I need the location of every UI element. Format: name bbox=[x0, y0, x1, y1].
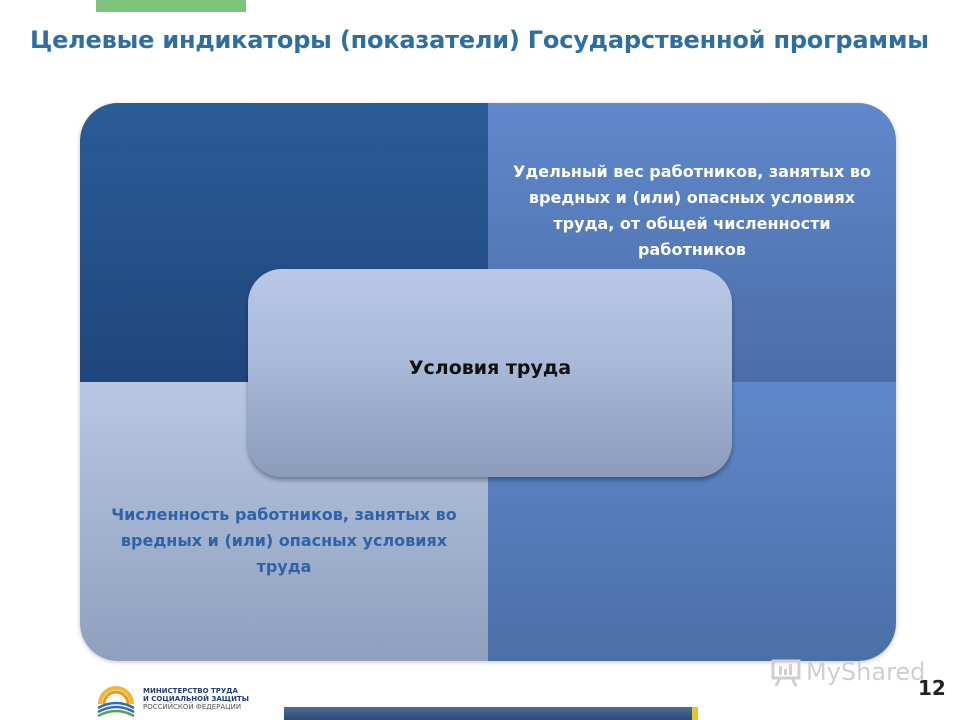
center-box bbox=[248, 269, 732, 477]
footer-bar-accent bbox=[692, 707, 698, 720]
ministry-sun-logo-icon bbox=[96, 684, 136, 718]
presentation-board-icon bbox=[770, 658, 802, 688]
watermark-text: MyShared bbox=[806, 658, 926, 686]
ministry-line-1: МИНИСТЕРСТВО ТРУДА bbox=[143, 687, 238, 695]
ministry-name bbox=[143, 687, 249, 711]
watermark bbox=[770, 656, 926, 688]
quadrant-bottom-left-text: Численность работников, занятых во вредных и (или) опасных условиях труда bbox=[111, 505, 457, 576]
center-label: Условия труда bbox=[408, 357, 572, 379]
ministry-line-3: РОССИЙСКОЙ ФЕДЕРАЦИИ bbox=[143, 703, 242, 711]
footer-bar bbox=[284, 707, 692, 720]
ministry-line-2: И СОЦИАЛЬНОЙ ЗАЩИТЫ bbox=[143, 695, 249, 703]
top-accent-bar bbox=[96, 0, 246, 12]
slide-title: Целевые индикаторы (показатели) Государственной программы bbox=[30, 26, 929, 54]
page-number: 12 bbox=[918, 676, 946, 700]
quadrant-top-right-text: Удельный вес работников, занятых во вредных и (или) опасных условиях труда, от общей численности работников bbox=[512, 162, 872, 259]
